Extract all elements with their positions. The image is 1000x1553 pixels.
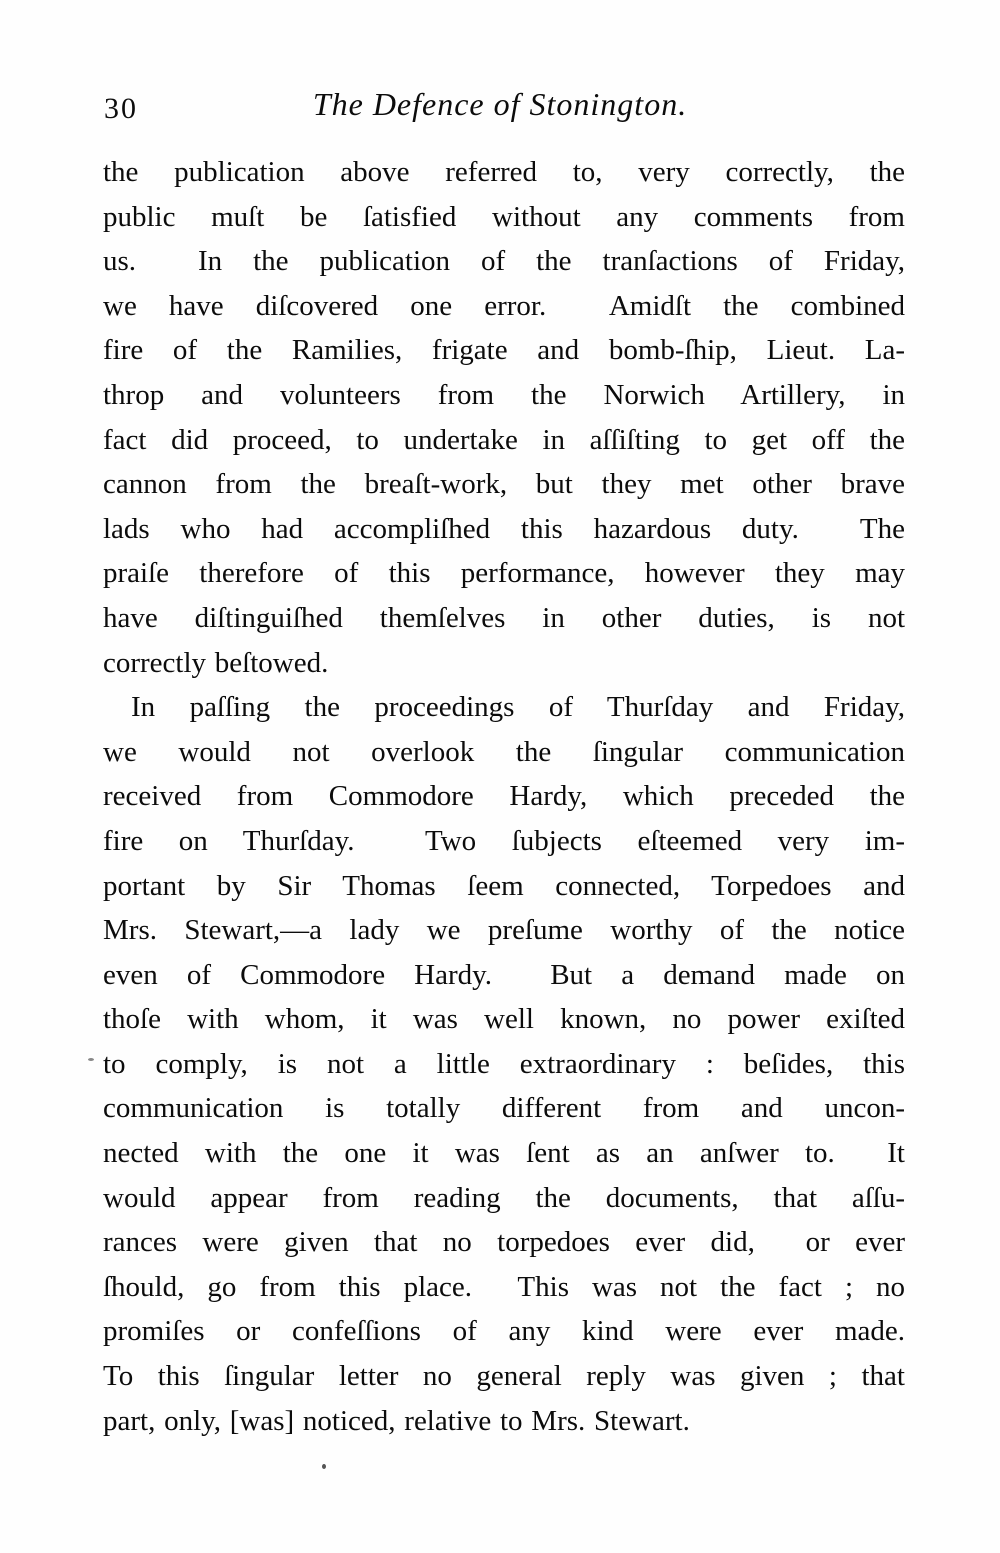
body-text [103, 150, 905, 1443]
text-line: cannon from the breaſt-work, but they met other brave [103, 468, 905, 501]
text-line: would appear from reading the documents, that aſſu- [103, 1181, 905, 1214]
text-line: In paſſing the proceedings of Thurſday and Friday, [131, 691, 905, 724]
text-line: we have diſcovered one error. Amidſt the combined [103, 289, 905, 322]
text-line: rances were given that no torpedoes ever did, or ever [103, 1226, 905, 1259]
paragraph [103, 685, 905, 1443]
text-line: correctly beſtowed. [103, 646, 329, 679]
text-line: lads who had accompliſhed this hazardous duty. The [103, 512, 905, 545]
text-line: us. In the publication of the tranſactions of Friday, [103, 245, 905, 278]
text-line: promiſes or confeſſions of any kind were ever made. [103, 1315, 905, 1348]
page-number: 30 [104, 92, 138, 125]
text-line: praiſe therefore of this performance, however they may [103, 557, 905, 590]
text-line: fire on Thurſday. Two ſubjects eſteemed very im- [103, 824, 905, 857]
text-line: received from Commodore Hardy, which preceded the [103, 780, 905, 813]
text-line: thoſe with whom, it was well known, no power exiſted [103, 1003, 905, 1036]
text-line: the publication above referred to, very correctly, the [103, 156, 905, 188]
paragraph [103, 150, 905, 685]
text-line: public muſt be ſatisfied without any comments from [103, 200, 905, 233]
text-line: to comply, is not a little extraordinary : beſides, this [103, 1047, 905, 1080]
text-line: nected with the one it was ſent as an anſwer to. It [103, 1137, 905, 1170]
text-line: Mrs. Stewart,—a lady we preſume worthy of the notice [103, 914, 905, 947]
running-title: The Defence of Stonington. [312, 86, 688, 122]
text-line: even of Commodore Hardy. But a demand made on [103, 958, 905, 991]
text-line: portant by Sir Thomas ſeem connected, Torpedoes and [103, 869, 905, 902]
text-line: To this ſingular letter no general reply was given ; that [103, 1360, 905, 1393]
text-line: communication is totally different from and uncon- [103, 1092, 905, 1125]
text-line: part, only, [was] noticed, relative to Mrs. Stewart. [103, 1404, 690, 1437]
ink-speck [88, 1058, 94, 1061]
text-line: fact did proceed, to undertake in aſſiſting to get off the [103, 423, 905, 456]
text-line: fire of the Ramilies, frigate and bomb-ſhip, Lieut. La- [103, 334, 905, 367]
text-line: ſhould, go from this place. This was not the fact ; no [103, 1270, 905, 1303]
ink-speck [322, 1464, 326, 1469]
page-header [0, 86, 1000, 140]
text-line: we would not overlook the ſingular communication [103, 735, 905, 768]
text-line: throp and volunteers from the Norwich Artillery, in [103, 378, 905, 411]
text-line: have diſtinguiſhed themſelves in other duties, is not [103, 601, 905, 634]
